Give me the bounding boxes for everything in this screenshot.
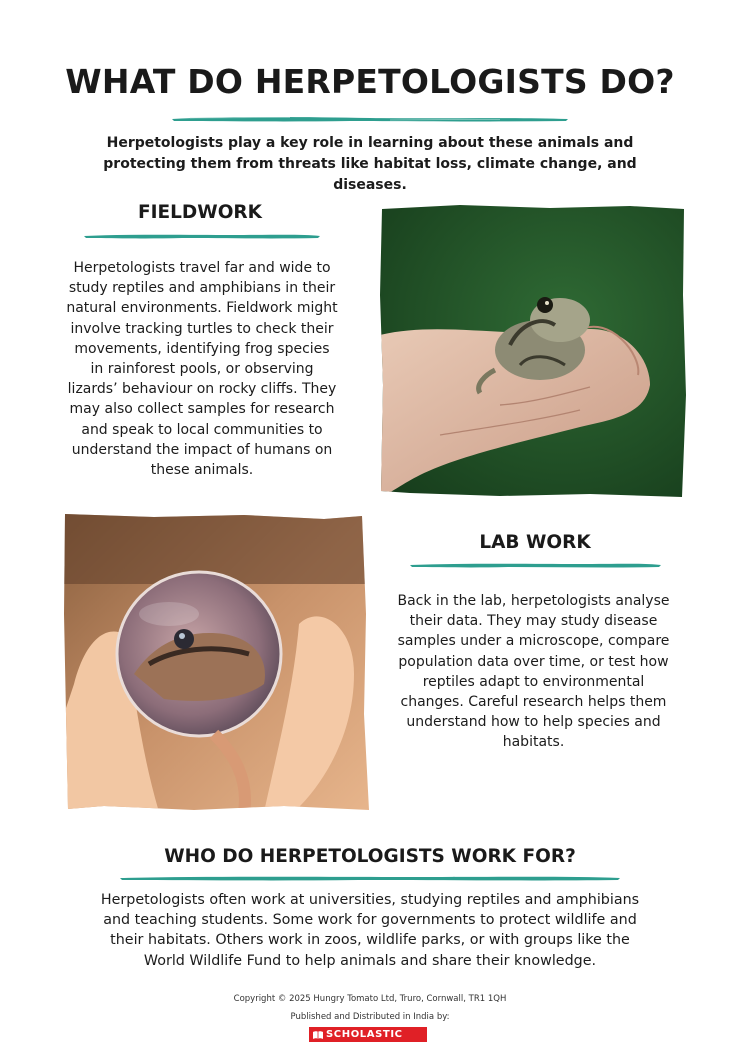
- frog-on-hand-photo: [380, 205, 686, 497]
- employers-heading: WHO DO HERPETOLOGISTS WORK FOR?: [164, 846, 576, 867]
- scholastic-logo-text: SCHOLASTIC: [326, 1029, 403, 1040]
- labwork-heading: LAB WORK: [479, 532, 591, 553]
- title-underline: [170, 115, 570, 123]
- page-title: WHAT DO HERPETOLOGISTS DO?: [65, 62, 675, 101]
- scholastic-logo: [309, 1027, 427, 1042]
- employers-underline: [118, 874, 622, 882]
- published-text: Published and Distributed in India by:: [290, 1012, 450, 1022]
- labwork-underline: [408, 561, 663, 569]
- fieldwork-underline: [82, 232, 322, 240]
- scholastic-book-icon: [313, 1030, 323, 1039]
- frog-magnifier-photo: [64, 514, 369, 812]
- fieldwork-heading: FIELDWORK: [137, 202, 263, 223]
- labwork-body: Back in the lab, herpetologists analyse their data. They may study disease samples under a microscope, compare population data over time, or test how reptiles adapt to environmental changes. Careful research helps them understand how to help species and habitats.: [397, 593, 670, 751]
- fieldwork-body: Herpetologists travel far and wide to study reptiles and amphibians in their natural environments. Fieldwork might involve tracking turtles to check their movements, identifying frog species in rainforest pools, or observing lizards’ behaviour on rocky cliffs. They may also collect samples for research and speak to local communities to understand the impact of humans on these animals.: [66, 260, 338, 479]
- copyright-text: Copyright © 2025 Hungry Tomato Ltd, Truro, Cornwall, TR1 1QH: [233, 994, 507, 1004]
- employers-body: Herpetologists often work at universities, studying reptiles and amphibians and teaching students. Some work for governments to protect wildlife and their habitats. Others work in zoos, wildlife parks, or with groups like the World Wildlife Fund to help animals and share their knowledge.: [100, 892, 640, 969]
- intro-text: Herpetologists play a key role in learning about these animals and protecting them from threats like habitat loss, climate change, and diseases.: [103, 135, 637, 193]
